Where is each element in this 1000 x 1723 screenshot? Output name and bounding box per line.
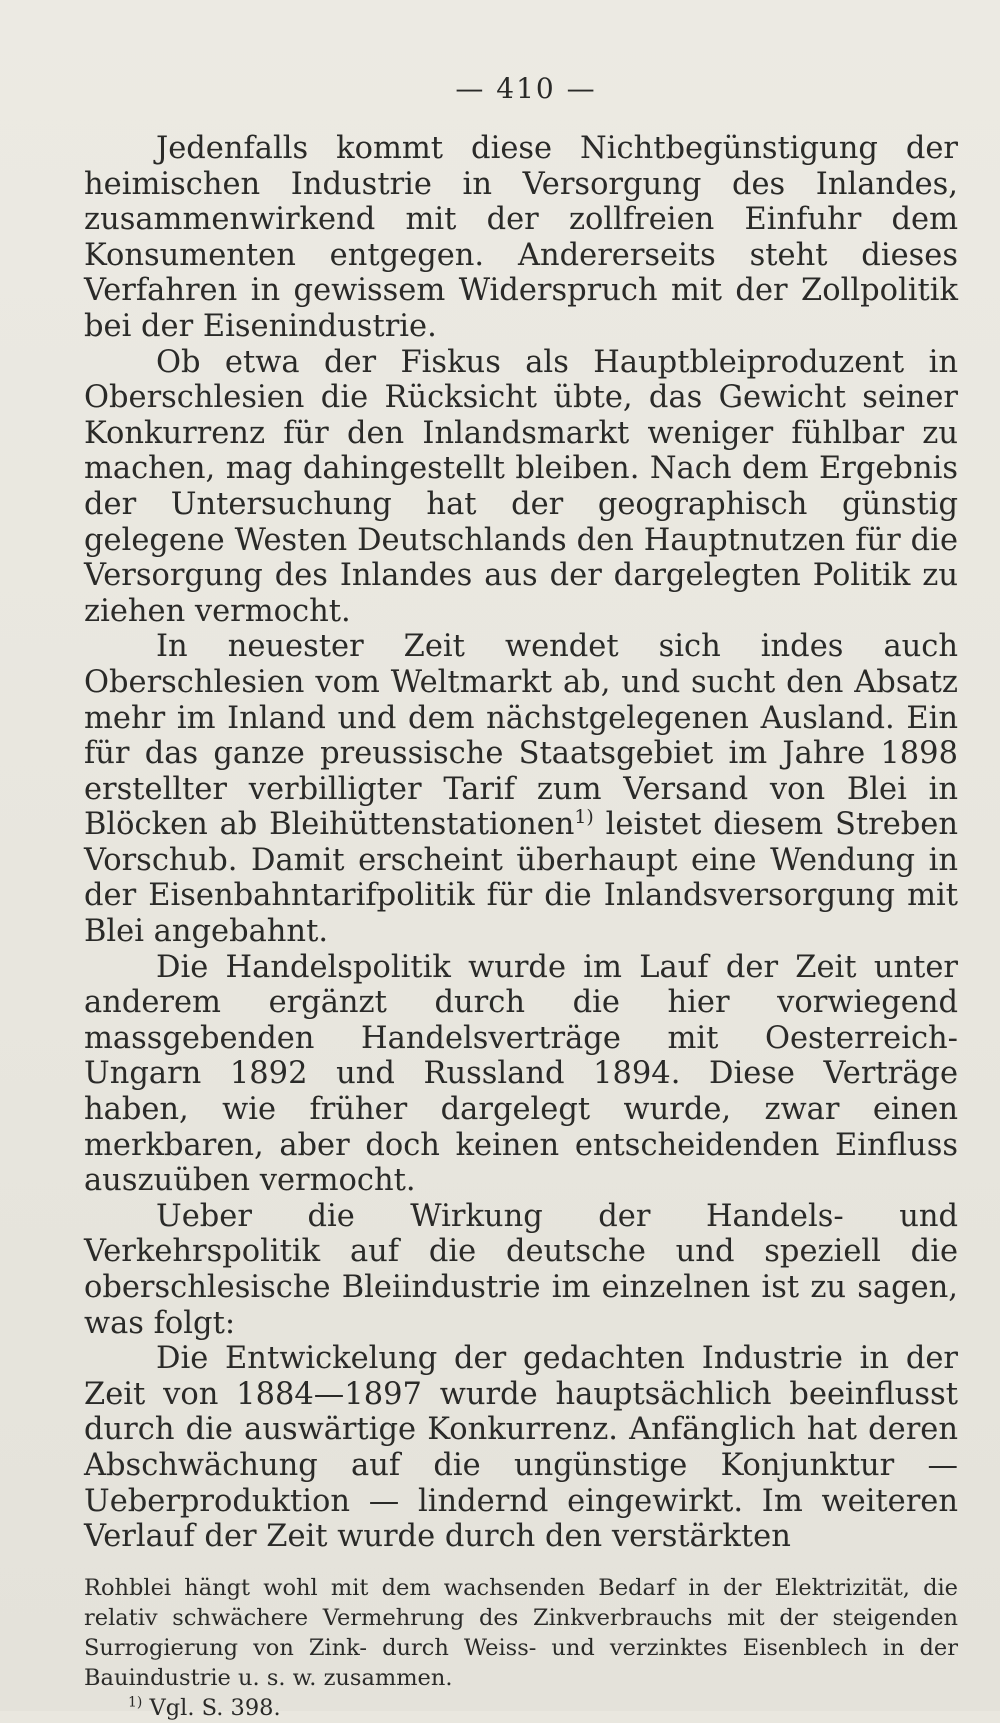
paragraph-3-text-after: leistet diesem Streben Vorschub. Damit erscheint überhaupt eine Wendung in der Eisenbahntarifpolitik für die Inlandsversorgung mit Blei angebahnt. [84,807,958,950]
footnote-1 [84,1693,958,1723]
paragraph-1: Jedenfalls kommt diese Nichtbegünstigung der heimischen Industrie in Versorgung des Inlandes, zusammenwirkend mit der zollfreien Einfuhr dem Konsumenten entgegen. Andererseits steht dieses Verfahren in gewissem Widerspruch mit der Zollpolitik bei der Eisenindustrie. [84,131,958,344]
paragraph-3-text-before: In neuester Zeit wendet sich indes auch Oberschlesien vom Weltmarkt ab, und sucht den Absatz mehr im Inland und dem nächstgelegenen Ausland. Ein für das ganze preussische Staatsgebiet im Jahre 1898 erstellter verbilligter Tarif zum Versand von Blei in Blöcken ab Bleihüttenstationen [84,629,958,843]
footnotes [84,1573,958,1723]
footnote-1-text: Vgl. S. 398. [142,1694,281,1721]
paragraph-4: Die Handelspolitik wurde im Lauf der Zeit unter anderem ergänzt durch die hier vorwiegend massgebenden Handelsverträge mit Oesterreich-Ungarn 1892 und Russland 1894. Diese Verträge haben, wie früher dargelegt wurde, zwar einen merkbaren, aber doch keinen entscheidenden Einfluss auszuüben vermocht. [84,949,958,1199]
paragraph-6: Die Entwickelung der gedachten Industrie in der Zeit von 1884—1897 wurde hauptsächlich beeinflusst durch die auswärtige Konkurrenz. Anfänglich hat deren Abschwächung auf die ungünstige Konjunktur — Ueberproduktion — lindernd eingewirkt. Im weiteren Verlauf der Zeit wurde durch den verstärkten [84,1341,958,1555]
footnote-continuation: Rohblei hängt wohl mit dem wachsenden Bedarf in der Elektrizität, die relativ schwächere Vermehrung des Zinkverbrauchs mit der steigenden Surrogierung von Zink- durch Weiss- und verzinktes Eisenblech in der Bauindustrie u. s. w. zusammen. [84,1574,958,1691]
footnote-marker: 1) [128,1694,143,1711]
body-text [84,131,958,1555]
paragraph-5: Ueber die Wirkung der Handels- und Verkehrspolitik auf die deutsche und speziell die oberschlesische Bleiindustrie im einzelnen ist zu sagen, was folgt: [84,1198,958,1341]
page-number: — 410 — [455,72,597,105]
footnote-reference: 1) [574,806,594,829]
paragraph-3 [84,629,958,949]
paragraph-2: Ob etwa der Fiskus als Hauptbleiproduzent in Oberschlesien die Rücksicht übte, das Gewicht seiner Konkurrenz für den Inlandsmarkt weniger fühlbar zu machen, mag dahingestellt bleiben. Nach dem Ergebnis der Untersuchung hat der geographisch günstig gelegene Westen Deutschlands den Hauptnutzen für die Versorgung des Inlandes aus der dargelegten Politik zu ziehen vermocht. [84,344,958,629]
